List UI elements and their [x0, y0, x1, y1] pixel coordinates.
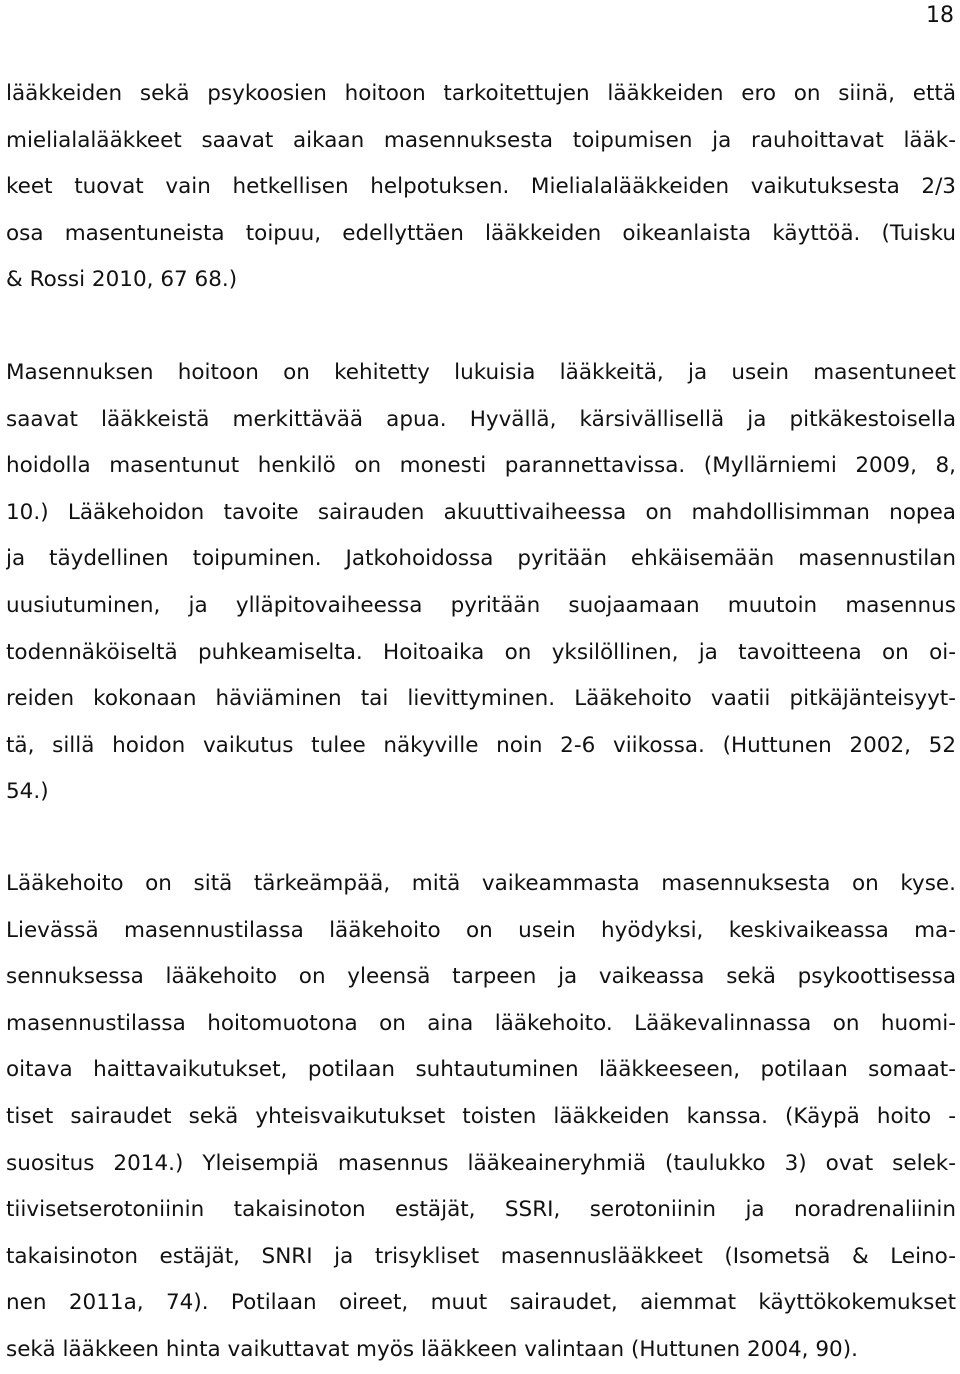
- paragraph-medication-effects: [6, 71, 956, 304]
- text-line: saavat lääkkeistä merkittävää apua. Hyvällä, kärsivällisellä ja pitkäkestoisella: [6, 406, 956, 432]
- paragraph-medication-selection: [6, 861, 956, 1374]
- text-line: oitava haittavaikutukset, potilaan suhtautuminen lääkkeeseen, potilaan somaat-: [6, 1057, 956, 1083]
- text-line: & Rossi 2010, 67 68.): [6, 267, 238, 293]
- text-line: suositus 2014.) Yleisempiä masennus lääkeaineryhmiä (taulukko 3) ovat selek-: [6, 1150, 956, 1176]
- page-number: 18: [926, 3, 954, 28]
- text-line: tä, sillä hoidon vaikutus tulee näkyville noin 2-6 viikossa. (Huttunen 2002, 52: [6, 732, 956, 758]
- text-line: keet tuovat vain hetkellisen helpotuksen. Mielialalääkkeiden vaikutuksesta 2/3: [6, 174, 956, 200]
- text-line: tiivisetserotoniinin takaisinoton estäjät, SSRI, serotoniinin ja noradrenaliinin: [6, 1197, 956, 1223]
- text-line: sennuksessa lääkehoito on yleensä tarpeen ja vaikeassa sekä psykoottisessa: [6, 964, 956, 990]
- text-line: lääkkeiden sekä psykoosien hoitoon tarkoitettujen lääkkeiden ero on siinä, että: [6, 81, 956, 106]
- text-line: tiset sairaudet sekä yhteisvaikutukset toisten lääkkeiden kanssa. (Käypä hoito -: [6, 1103, 956, 1129]
- text-line: todennäköiseltä puhkeamiselta. Hoitoaika on yksilöllinen, ja tavoitteena on oi-: [6, 639, 956, 665]
- text-line: nen 2011a, 74). Potilaan oireet, muut sairaudet, aiemmat käyttökokemukset: [6, 1290, 956, 1316]
- text-line: masennustilassa hoitomuotona on aina lääkehoito. Lääkevalinnassa on huomi-: [6, 1010, 956, 1036]
- text-line: 10.) Lääkehoidon tavoite sairauden akuuttivaiheessa on mahdollisimman nopea: [6, 499, 956, 525]
- text-line: 54.): [6, 779, 49, 805]
- text-line: mielialalääkkeet saavat aikaan masennuksesta toipumisen ja rauhoittavat lääk-: [6, 127, 956, 153]
- text-line: Masennuksen hoitoon on kehitetty lukuisia lääkkeitä, ja usein masentuneet: [6, 360, 956, 385]
- text-line: ja täydellinen toipuminen. Jatkohoidossa pyritään ehkäisemään masennustilan: [6, 546, 956, 572]
- text-line: sekä lääkkeen hinta vaikuttavat myös lääkkeen valintaan (Huttunen 2004, 90).: [6, 1336, 858, 1362]
- paragraph-treatment-goals: [6, 350, 956, 816]
- text-line: osa masentuneista toipuu, edellyttäen lääkkeiden oikeanlaista käyttöä. (Tuisku: [6, 220, 956, 246]
- text-line: uusiutuminen, ja ylläpitovaiheessa pyritään suojaamaan muutoin masennus: [6, 592, 956, 618]
- text-line: Lääkehoito on sitä tärkeämpää, mitä vaikeammasta masennuksesta on kyse.: [6, 871, 956, 896]
- text-line: takaisinoton estäjät, SNRI ja trisykliset masennuslääkkeet (Isometsä & Leino-: [6, 1243, 956, 1269]
- text-line: reiden kokonaan häviäminen tai lievittyminen. Lääkehoito vaatii pitkäjänteisyyt-: [6, 686, 956, 712]
- text-line: hoidolla masentunut henkilö on monesti parannettavissa. (Myllärniemi 2009, 8,: [6, 453, 956, 479]
- text-line: Lievässä masennustilassa lääkehoito on usein hyödyksi, keskivaikeassa ma-: [6, 917, 956, 943]
